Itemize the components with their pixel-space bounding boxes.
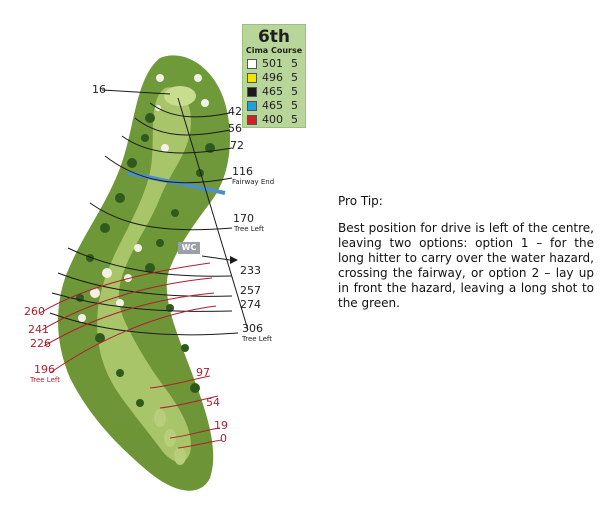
tee-swatch-black — [247, 87, 257, 97]
tee-yards: 496 — [262, 71, 283, 84]
red-distance-label: 260 — [24, 305, 45, 318]
wc-marker: WC — [178, 242, 200, 254]
red-distance-label: 196 — [34, 363, 55, 376]
tree-left-note: Tree Left — [234, 225, 264, 233]
pro-tip-title: Pro Tip: — [338, 194, 383, 208]
tee-par: 5 — [291, 85, 298, 98]
approach-distance-label: 19 — [214, 419, 228, 432]
distance-label: 306 — [242, 322, 263, 335]
tee-yards: 501 — [262, 57, 283, 70]
tee-yards: 400 — [262, 113, 283, 126]
tee-par: 5 — [291, 57, 298, 70]
tee-swatch-white — [247, 59, 257, 69]
distance-label: 170 — [233, 212, 254, 225]
approach-distance-label: 54 — [206, 396, 220, 409]
tee-row-blue — [247, 99, 305, 113]
distance-label: 42 — [228, 105, 242, 118]
tee-par: 5 — [291, 99, 298, 112]
red-distance-label: 241 — [28, 323, 49, 336]
wc-arrow-head — [230, 256, 238, 264]
distance-label: 257 — [240, 284, 261, 297]
scorecard — [242, 24, 306, 128]
green-depth-label: 16 — [92, 83, 106, 96]
distance-label: 56 — [228, 122, 242, 135]
tee-yards: 465 — [262, 99, 283, 112]
tee-row-yellow — [247, 71, 305, 85]
distance-label: 233 — [240, 264, 261, 277]
tee-par: 5 — [291, 71, 298, 84]
tee-swatch-yellow — [247, 73, 257, 83]
tee-row-red — [247, 113, 305, 127]
pro-tip-text: Best position for drive is left of the centre, leaving two options: option 1 – for the long hitter to carry over the water hazard, crossing the fairway, or option 2 – lay up in front the hazard, leaving a long shot to the green. — [338, 221, 594, 310]
distance-label: 72 — [230, 139, 244, 152]
red-distance-label: 226 — [30, 337, 51, 350]
course-name: Cima Course — [245, 46, 303, 55]
tree-left-red-note: Tree Left — [30, 376, 60, 384]
tee-row-black — [247, 85, 305, 99]
tee-swatch-red — [247, 115, 257, 125]
hole-number: 6th — [257, 27, 291, 47]
tee-par: 5 — [291, 113, 298, 126]
fairway-end-note: Fairway End — [232, 178, 275, 186]
tree-left-note: Tree Left — [242, 335, 272, 343]
tee-swatch-blue — [247, 101, 257, 111]
approach-distance-label: 0 — [220, 432, 227, 445]
tee-row-white — [247, 57, 305, 71]
tee-yards: 465 — [262, 85, 283, 98]
pro-tip — [338, 194, 594, 311]
distance-label: 274 — [240, 298, 261, 311]
approach-distance-label: 97 — [196, 366, 210, 379]
distance-label: 116 — [232, 165, 253, 178]
